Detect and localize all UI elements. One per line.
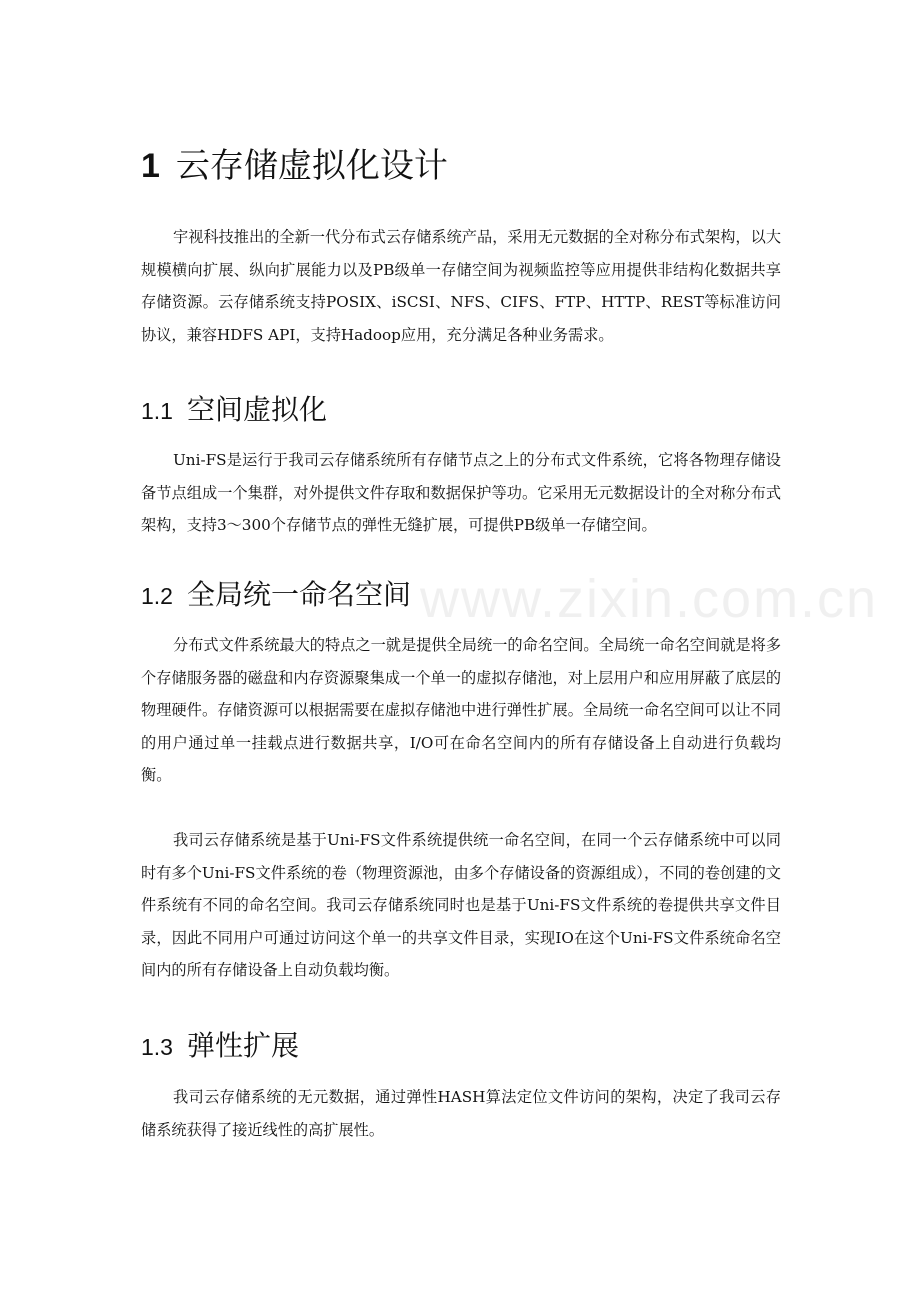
section-heading-1-2 <box>141 575 781 616</box>
section-1-1-paragraph-1: Uni-FS是运行于我司云存储系统所有存储节点之上的分布式文件系统，它将各物理存储设备节点组成一个集群，对外提供文件存取和数据保护等功。它采用无元数据设计的全对称分布式架构，支持3～300个存储节点的弹性无缝扩展，可提供PB级单一存储空间。 <box>141 451 781 534</box>
chapter-title: 云存储虚拟化设计 <box>175 146 448 186</box>
section-title: 弹性扩展 <box>186 1029 299 1062</box>
section-heading-1-1 <box>141 390 781 431</box>
section-number: 1.3 <box>141 1034 173 1060</box>
intro-paragraph: 宇视科技推出的全新一代分布式云存储系统产品，采用无元数据的全对称分布式架构，以大规模横向扩展、纵向扩展能力以及PB级单一存储空间为视频监控等应用提供非结构化数据共享存储资源。云存储系统支持POSIX、iSCSI、NFS、CIFS、FTP、HTTP、REST等标准访问协议，兼容HDFS API，支持Hadoop应用，充分满足各种业务需求。 <box>141 228 781 344</box>
section-1-2-paragraph-1: 分布式文件系统最大的特点之一就是提供全局统一的命名空间。全局统一命名空间就是将多个存储服务器的磁盘和内存资源聚集成一个单一的虚拟存储池，对上层用户和应用屏蔽了底层的物理硬件。存储资源可以根据需要在虚拟存储池中进行弹性扩展。全局统一命名空间可以让不同的用户通过单一挂载点进行数据共享，I/O可在命名空间内的所有存储设备上自动进行负载均衡。 <box>141 636 781 784</box>
section-title: 空间虚拟化 <box>186 393 327 426</box>
section-number: 1.2 <box>141 583 173 609</box>
watermark: www.zixin.com.cn <box>420 569 879 629</box>
section-title: 全局统一命名空间 <box>186 578 411 611</box>
section-1-2-paragraph-2: 我司云存储系统是基于Uni-FS文件系统提供统一命名空间，在同一个云存储系统中可以同时有多个Uni-FS文件系统的卷（物理资源池，由多个存储设备的资源组成），不同的卷创建的文件系统有不同的命名空间。我司云存储系统同时也是基于Uni-FS文件系统的卷提供共享文件目录，因此不同用户可通过访问这个单一的共享文件目录，实现IO在这个Uni-FS文件系统命名空间内的所有存储设备上自动负载均衡。 <box>141 831 781 979</box>
section-number: 1.1 <box>141 398 173 424</box>
section-1-3-paragraph-1: 我司云存储系统的无元数据，通过弹性HASH算法定位文件访问的架构，决定了我司云存储系统获得了接近线性的高扩展性。 <box>141 1088 781 1139</box>
chapter-heading <box>141 142 781 190</box>
chapter-number: 1 <box>141 147 160 185</box>
section-heading-1-3 <box>141 1026 781 1067</box>
